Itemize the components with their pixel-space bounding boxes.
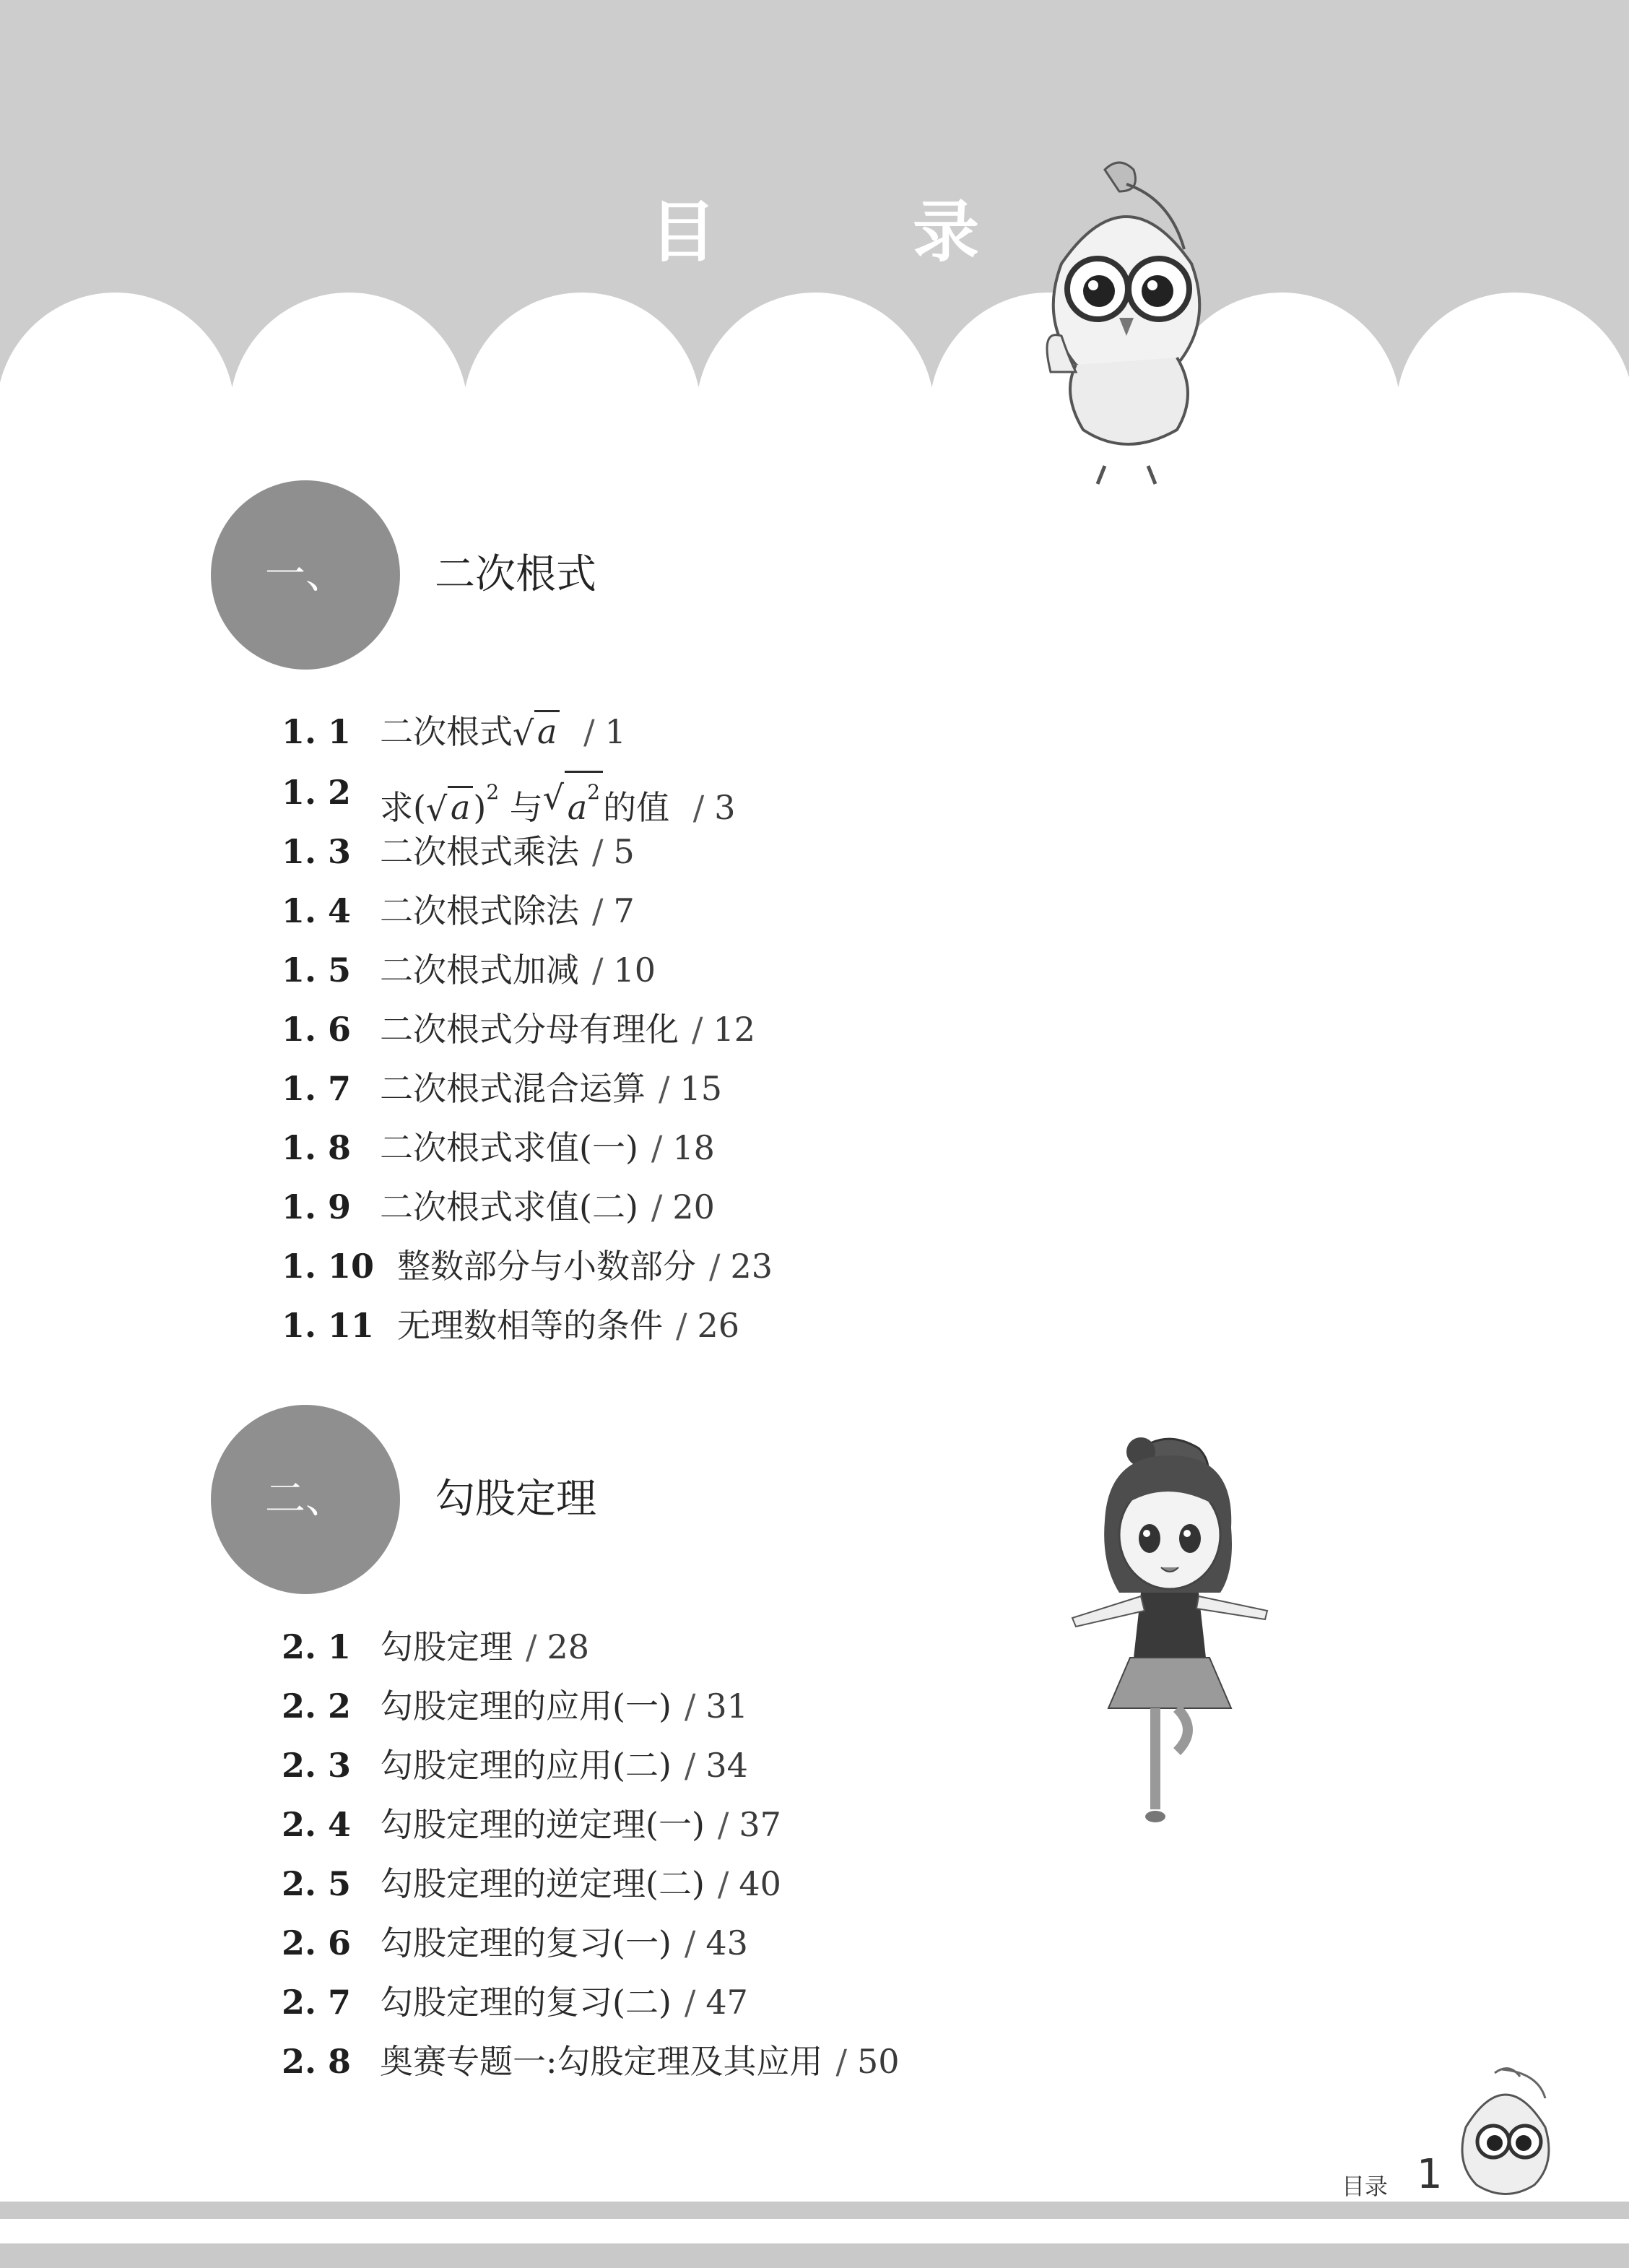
- sqrt-expression: [543, 771, 603, 833]
- toc-item-number: 2. 2: [282, 1687, 352, 1726]
- toc-item-page: 1: [604, 712, 626, 751]
- radicand: a: [567, 788, 588, 827]
- radical-sign: √: [542, 778, 565, 817]
- superscript: 2: [587, 780, 601, 804]
- footer-stripe: [0, 2202, 1629, 2219]
- toc-item-page: 37: [739, 1805, 781, 1844]
- toc-item-title: 二次根式加减: [380, 951, 579, 990]
- scalloped-header-edge: [0, 289, 1629, 462]
- toc-item-title: 二次根式: [380, 712, 513, 751]
- superscript: 2: [486, 780, 500, 804]
- separator: /: [684, 1983, 696, 2022]
- sqrt-expression: [426, 782, 473, 833]
- conjunction: 与: [499, 788, 543, 827]
- toc-item-title: 勾股定理的逆定理(一): [380, 1805, 705, 1844]
- toc-item-number: 2. 5: [282, 1864, 352, 1903]
- separator: /: [651, 1128, 663, 1167]
- separator: /: [684, 1687, 696, 1726]
- toc-item-number: 1. 10: [282, 1247, 375, 1286]
- separator: /: [676, 1306, 687, 1345]
- section-title: 二次根式: [435, 551, 596, 598]
- girl-character-icon: [1054, 1427, 1278, 1838]
- toc-item-page: 40: [739, 1864, 781, 1903]
- sqrt-expression: [513, 706, 560, 757]
- toc-item-page: 5: [613, 832, 635, 871]
- toc-item-title: 二次根式分母有理化: [380, 1010, 679, 1049]
- toc-item-number: 1. 1: [282, 712, 352, 751]
- toc-item-page: 34: [705, 1746, 748, 1785]
- toc-item-page: 18: [672, 1128, 715, 1167]
- separator: /: [692, 1010, 703, 1049]
- toc-item-number: 2. 4: [282, 1805, 352, 1844]
- footer-label: 目录: [1342, 2173, 1389, 2200]
- toc-item-number: 1. 7: [282, 1069, 352, 1108]
- toc-item-page: 10: [613, 951, 656, 990]
- bird-mascot-icon: [1018, 155, 1235, 488]
- toc-item-number: 1. 2: [282, 773, 352, 812]
- toc-item-page: 7: [613, 891, 635, 930]
- toc-item-title: 勾股定理的应用(二): [380, 1746, 672, 1785]
- radical-sign: √: [513, 714, 534, 753]
- separator: /: [717, 1864, 729, 1903]
- toc-item-number: 1. 3: [282, 832, 352, 871]
- footer-page-number: 1: [1417, 2151, 1443, 2198]
- toc-item-number: 1. 11: [282, 1306, 375, 1345]
- toc-item-number: 2. 1: [282, 1627, 352, 1666]
- separator: /: [592, 891, 604, 930]
- toc-item-number: 1. 8: [282, 1128, 352, 1167]
- section-number: 一、: [265, 551, 346, 598]
- separator: /: [684, 1923, 696, 1962]
- toc-item-title: 二次根式乘法: [380, 832, 579, 871]
- toc-item-number: 1. 4: [282, 891, 352, 930]
- separator: /: [835, 2042, 847, 2081]
- toc-item-page: 50: [857, 2042, 900, 2081]
- section-number: 二、: [265, 1476, 346, 1523]
- separator: /: [684, 1746, 696, 1785]
- toc-item-page: 28: [547, 1627, 590, 1666]
- separator: /: [526, 1627, 537, 1666]
- toc-item-number: 1. 9: [282, 1187, 352, 1226]
- toc-item-title: 奥赛专题一:勾股定理及其应用: [380, 2042, 823, 2081]
- separator: /: [692, 788, 705, 827]
- toc-item-title: 二次根式求值(二): [380, 1187, 638, 1226]
- separator: /: [717, 1805, 729, 1844]
- separator: /: [583, 712, 595, 751]
- toc-item-number: 2. 7: [282, 1983, 352, 2022]
- toc-item-number: 2. 3: [282, 1746, 352, 1785]
- toc-item-title: 整数部分与小数部分: [397, 1247, 696, 1286]
- toc-item-title: 二次根式混合运算: [380, 1069, 646, 1108]
- separator: /: [592, 951, 604, 990]
- toc-item-title: 勾股定理的复习(一): [380, 1923, 672, 1962]
- toc-item-number: 2. 6: [282, 1923, 352, 1962]
- page-title: 目 录: [649, 194, 1067, 271]
- toc-item-title: 求(: [380, 788, 426, 827]
- separator: /: [592, 832, 604, 871]
- toc-item-page: 3: [714, 788, 736, 827]
- toc-item-page: 23: [730, 1247, 773, 1286]
- toc-item-title: 勾股定理的复习(二): [380, 1983, 672, 2022]
- separator: /: [659, 1069, 670, 1108]
- toc-item-title: 二次根式除法: [380, 891, 579, 930]
- toc-item-title: 勾股定理的逆定理(二): [380, 1864, 705, 1903]
- toc-item-title: 勾股定理的应用(一): [380, 1687, 672, 1726]
- toc-item-title-end: 的值: [603, 788, 670, 827]
- separator: /: [651, 1187, 663, 1226]
- toc-item-page: 31: [705, 1687, 748, 1726]
- separator: /: [709, 1247, 721, 1286]
- toc-item-title: 二次根式求值(一): [380, 1128, 638, 1167]
- toc-item-page: 15: [679, 1069, 723, 1108]
- toc-item-number: 1. 5: [282, 951, 352, 990]
- toc-item-title: 无理数相等的条件: [397, 1306, 663, 1345]
- radical-sign: √: [425, 789, 448, 828]
- radicand: a: [534, 710, 560, 751]
- paren-close: ): [473, 788, 487, 827]
- toc-item-page: 47: [705, 1983, 748, 2022]
- small-bird-mascot-icon: [1444, 2062, 1567, 2199]
- toc-item-number: 2. 8: [282, 2042, 352, 2081]
- toc-item-number: 1. 6: [282, 1010, 352, 1049]
- toc-item-title: 勾股定理: [380, 1627, 513, 1666]
- toc-item-page: 12: [713, 1010, 756, 1049]
- radicand: a: [448, 786, 473, 827]
- toc-item-page: 20: [672, 1187, 715, 1226]
- toc-item-page: 43: [705, 1923, 748, 1962]
- footer-stripe: [0, 2243, 1629, 2268]
- toc-item-page: 26: [697, 1306, 740, 1345]
- section-title: 勾股定理: [435, 1476, 596, 1523]
